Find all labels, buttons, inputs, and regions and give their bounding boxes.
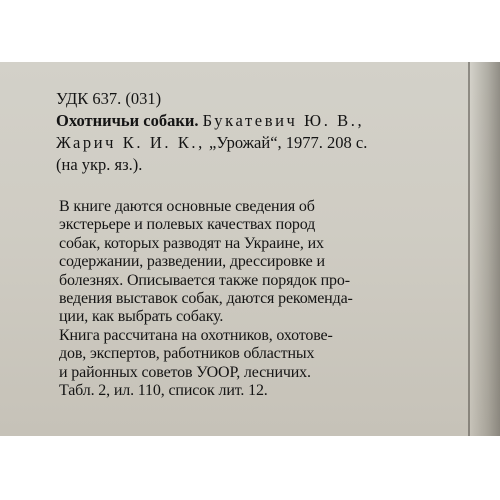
author-2: Жарич К. И. К., [56,133,205,152]
book-title: Охотничьи собаки. [56,111,199,130]
bibliographic-entry [56,88,367,176]
abstract-line: экстерьере и полевых качествах пород [59,216,316,234]
abstract-line: ведения выставок собак, даются рекоменда- [59,290,353,308]
author-1: Букатевич Ю. В., [202,111,365,130]
abstract-line: Книга рассчитана на охотников, охотове- [59,326,333,344]
citation-line-2 [56,132,367,154]
abstract-line: и районных советов УООР, лесничих. [59,363,311,381]
abstract-line: собак, которых разводят на Украине, их [59,234,324,252]
udc-code: УДК 637. (031) [56,89,162,108]
page-spine-shadow [470,62,500,436]
language-note: (на укр. яз.). [56,155,143,174]
citation-line-1 [56,110,367,132]
abstract-line: В книге даются основные сведения об [59,198,315,215]
page-edge [468,62,470,436]
abstract-line: ции, как выбрать собаку. [59,308,224,326]
abstract-line: дов, экспертов, работников областных [59,345,315,363]
abstract [59,198,353,400]
book-page [0,62,500,436]
publisher-year-pages: „Урожай“, 1977. 208 с. [209,133,368,152]
abstract-line: болезнях. Описывается также порядок про- [59,271,350,289]
abstract-line: Табл. 2, ил. 110, список лит. 12. [59,382,268,400]
abstract-line: содержании, разведении, дрессировке и [59,253,325,271]
